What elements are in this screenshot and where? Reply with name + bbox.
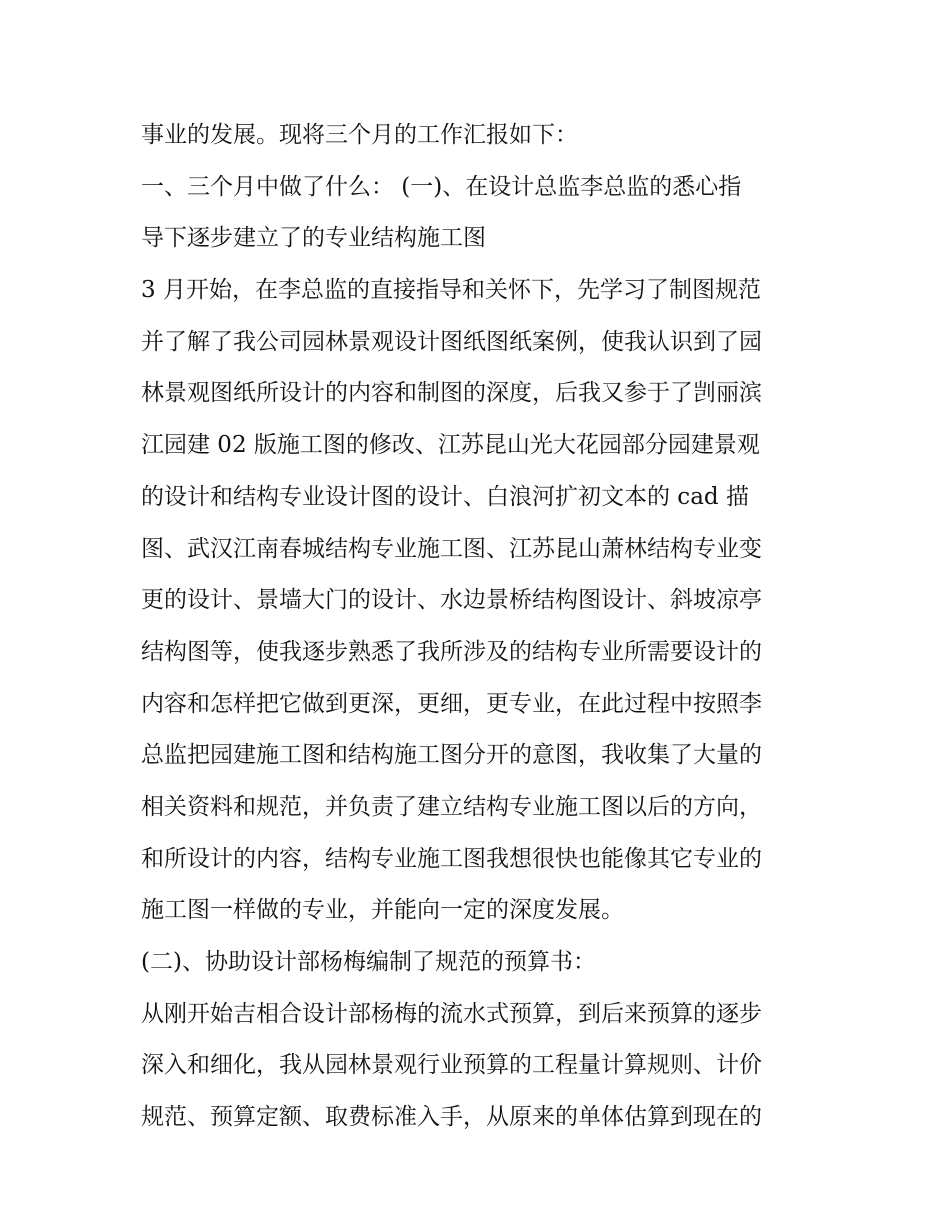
document-body: [141, 110, 831, 1144]
text-line: 林景观图纸所设计的内容和制图的深度，后我又参于了剀丽滨: [141, 380, 762, 407]
text-line: 导下逐步建立了的专业结构施工图: [141, 225, 486, 252]
text-line: 总监把园建施工图和结构施工图分开的意图，我收集了大量的: [141, 742, 762, 769]
text-line: 内容和怎样把它做到更深，更细，更专业，在此过程中按照李: [141, 690, 762, 717]
section-heading-line: 一、三个月中做了什么： (一)、在设计总监李总监的悉心指: [141, 173, 742, 200]
subsection-heading-line: (二)、协助设计部杨梅编制了规范的预算书：: [141, 949, 596, 975]
text-line: 规范、预算定额、取费标准入手，从原来的单体估算到现在的: [141, 1104, 762, 1131]
text-line: 事业的发展。现将三个月的工作汇报如下：: [141, 122, 578, 148]
text-line: 相关资料和规范，并负责了建立结构专业施工图以后的方向，: [141, 793, 762, 820]
text-line: 3 月开始，在李总监的直接指导和关怀下，先学习了制图规范: [141, 277, 761, 304]
text-line: 从刚开始吉相合设计部杨梅的流水式预算，到后来预算的逐步: [141, 1000, 762, 1027]
text-line: 江园建 02 版施工图的修改、江苏昆山光大花园部分园建景观: [141, 432, 760, 459]
text-line: 图、武汉江南春城结构专业施工图、江苏昆山萧林结构专业变: [141, 535, 762, 562]
text-line: 和所设计的内容，结构专业施工图我想很快也能像其它专业的: [141, 845, 762, 872]
text-line: 的设计和结构专业设计图的设计、白浪河扩初文本的 cad 描: [141, 483, 749, 510]
text-line: 更的设计、景墙大门的设计、水边景桥结构图设计、斜坡凉亭: [141, 587, 762, 614]
text-line: 深入和细化，我从园林景观行业预算的工程量计算规则、计价: [141, 1052, 762, 1079]
text-line: 结构图等，使我逐步熟悉了我所涉及的结构专业所需要设计的: [141, 638, 762, 665]
text-line: 施工图一样做的专业，并能向一定的深度发展。: [141, 897, 624, 924]
text-line: 并了解了我公司园林景观设计图纸图纸案例，使我认识到了园: [141, 328, 762, 355]
